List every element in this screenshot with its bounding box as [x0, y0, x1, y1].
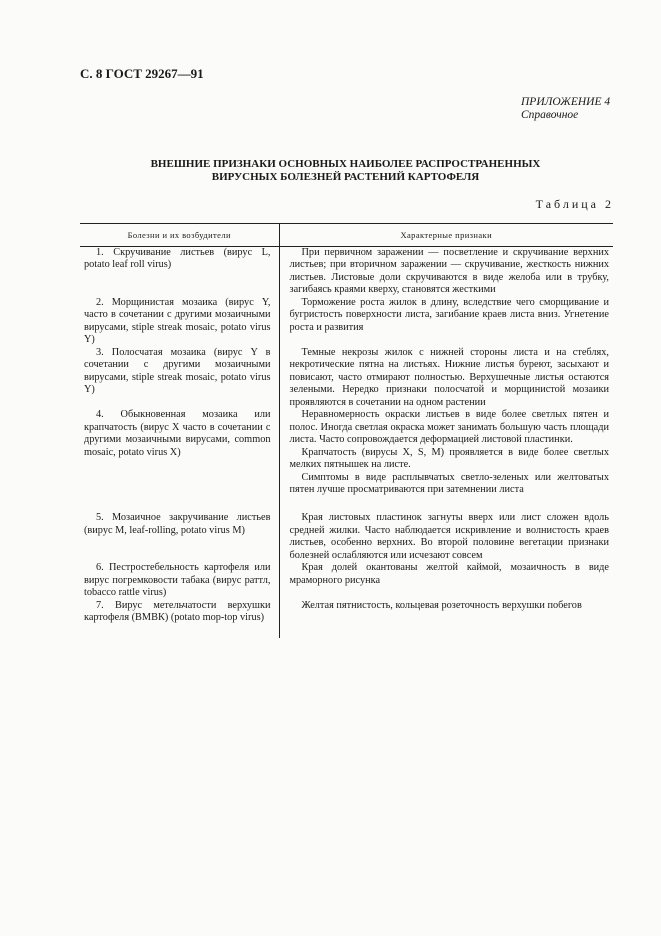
signs-cell: [279, 512, 613, 562]
appendix-note: Справочное: [521, 109, 579, 121]
disease-text: 5. Мозаичное закручивание листьев (вирус M, leaf-rolling, potato virus M): [84, 512, 271, 536]
disease-text: 1. Скручивание листьев (вирус L, potato leaf roll virus): [84, 246, 271, 270]
appendix-block: [521, 96, 611, 122]
disease-cell: [80, 297, 279, 347]
signs-cell: [279, 246, 613, 297]
signs-text: Желтая пятнистость, кольцевая розеточность верхушки побегов: [301, 599, 582, 611]
disease-cell: [80, 562, 279, 600]
title-line-2: ВИРУСНЫХ БОЛЕЗНЕЙ РАСТЕНИЙ КАРТОФЕЛЯ: [211, 171, 480, 183]
title-line-1: ВНЕШНИЕ ПРИЗНАКИ ОСНОВНЫХ НАИБОЛЕЕ РАСПРОСТРАНЕННЫХ: [150, 158, 541, 170]
table-row: [80, 297, 613, 347]
column-header-disease: Болезни и их возбудители: [80, 224, 279, 247]
table-label: Таблица 2: [535, 197, 614, 211]
disease-table: [80, 223, 613, 638]
appendix-label: ПРИЛОЖЕНИЕ 4: [521, 96, 611, 108]
signs-text: Неравномерность окраски листьев в виде более светлых пятен и полос. Иногда светлая окраска может занимать большую часть площади листа. Часто сопровождается деформацией листовой пластинки.: [289, 409, 609, 445]
signs-cell: [279, 297, 613, 347]
table-row: [80, 409, 613, 512]
signs-text: При первичном заражении — посветление и скручивание верхних листьев; при вторичном заражении — скручивание, жесткость нижних листьев. Листовые доли скручиваются в виде желоба или в трубку, загибаясь краями кверху, становятся жесткими: [289, 246, 609, 295]
disease-text: 6. Пестростебельность картофеля или вирус погремковости табака (вирус раттл, tobacco rattle virus): [84, 562, 271, 598]
disease-cell: [80, 409, 279, 512]
disease-text: 4. Обыкновенная мозаика или крапчатость (вирус X часто в сочетании с другими мозаичными вирусами, common mosaic, potato virus X): [84, 409, 271, 458]
table-row: [80, 512, 613, 562]
document-title: [80, 158, 611, 184]
signs-text: Края долей окантованы желтой каймой, мозаичность в виде мраморного рисунка: [289, 562, 609, 586]
disease-text: 3. Полосчатая мозаика (вирус Y в сочетании с другими мозаичными вирусами, stiple streak mosaic, potato virus Y): [84, 346, 271, 395]
disease-cell: [80, 246, 279, 297]
signs-text: Крапчатость (вирусы X, S, M) проявляется в виде более светлых мелких пятнышек на листе.: [289, 446, 609, 470]
signs-cell: [279, 347, 613, 410]
table-header-row: [80, 224, 613, 247]
column-header-signs: Характерные признаки: [279, 224, 613, 247]
disease-text: 2. Морщинистая мозаика (вирус Y, часто в сочетании с другими мозаичными вирусами, stiple streak mosaic, potato virus Y): [84, 296, 271, 345]
table-row: [80, 347, 613, 410]
disease-text: 7. Вирус метельчатости верхушки картофеля (ВМВК) (potato mop-top virus): [84, 599, 271, 623]
disease-cell: [80, 512, 279, 562]
table-row: [80, 562, 613, 600]
signs-cell: [279, 562, 613, 600]
signs-text: Края листовых пластинок загнуты вверх или лист сложен вдоль средней жилки. Часто наблюдается искривление и волнистость краев листьев, особенно верхних. Во второй половине вегетации признаки болезней ослабляются или исчезают совсем: [289, 512, 609, 561]
disease-cell: [80, 347, 279, 410]
page-header: С. 8 ГОСТ 29267—91: [80, 66, 204, 81]
table-row: [80, 246, 613, 297]
signs-text: Торможение роста жилок в длину, вследствие чего сморщивание и бугристость поверхности листа, загибание краев листа вниз. Угнетение роста и развития: [289, 296, 609, 333]
disease-cell: [80, 600, 279, 638]
signs-text: Симптомы в виде расплывчатых светло-зеленых или желтоватых пятен лучше просматриваются при затемнении листа: [289, 471, 609, 495]
signs-text: Темные некрозы жилок с нижней стороны листа и на стеблях, некротические пятна на листьях. Нижние листья буреют, засыхают и повисают, часто отмирают полностью. Верхушечные листья остаются зелеными. Нередко признаки полосчатой и морщинистой мозаики проявляются в сочетании на одном растении: [289, 346, 609, 408]
signs-cell: [279, 409, 613, 512]
signs-cell: [279, 600, 613, 638]
table-row: [80, 600, 613, 638]
